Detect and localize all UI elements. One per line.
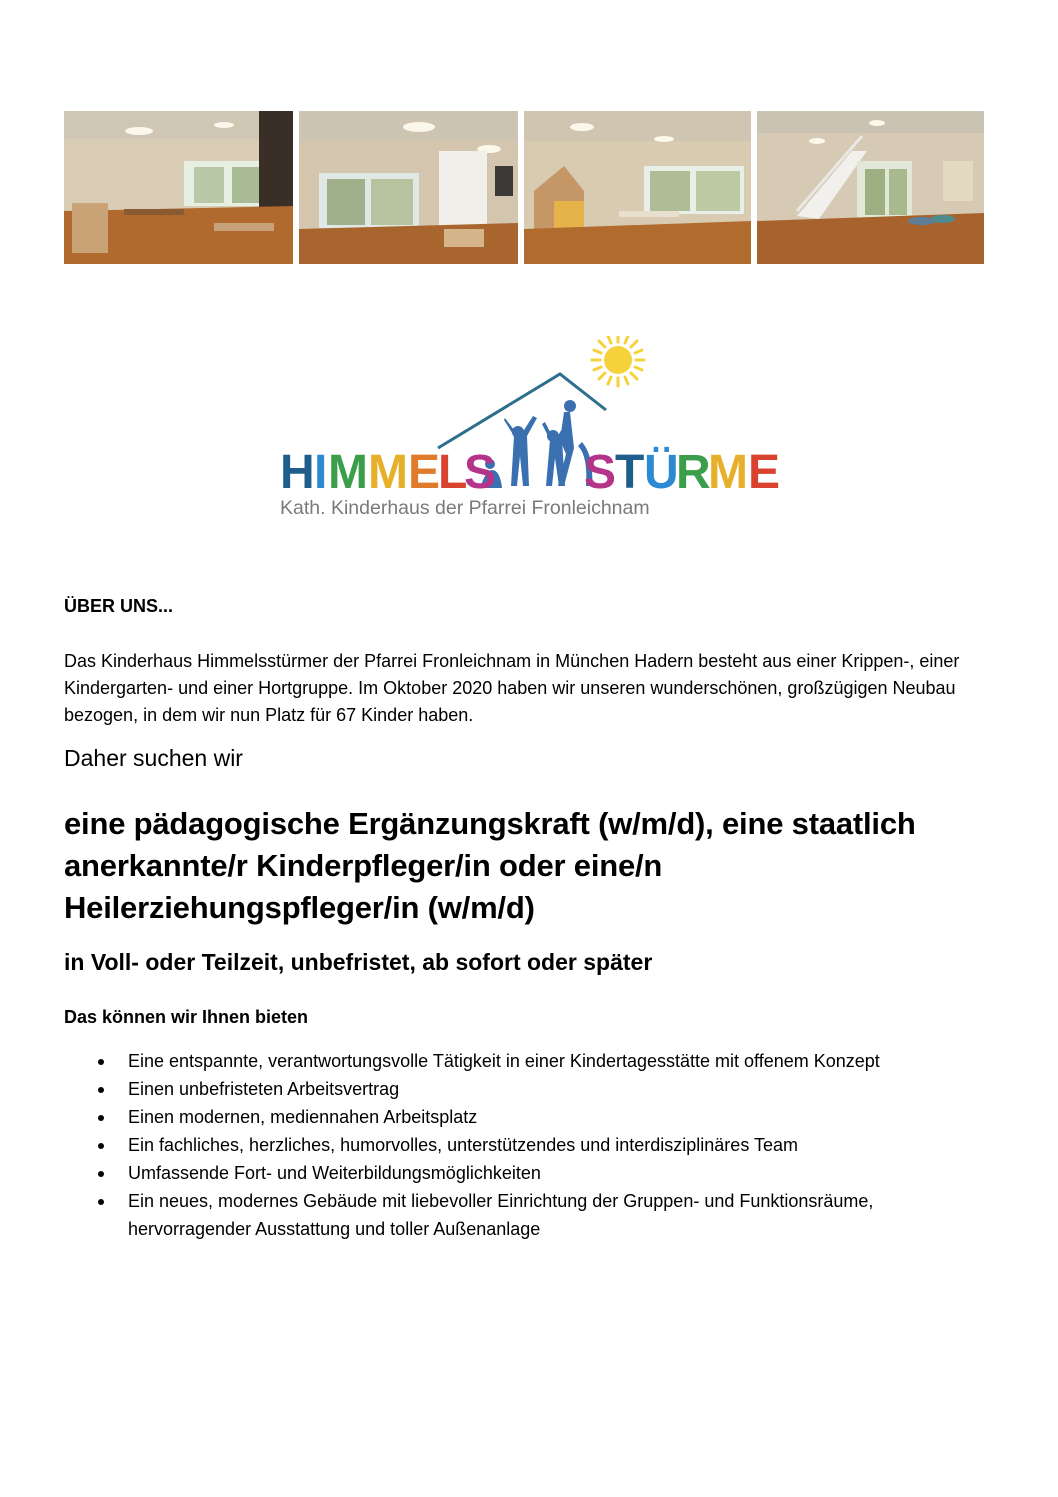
svg-text:Ü: Ü	[644, 446, 679, 499]
svg-text:M: M	[328, 446, 368, 499]
svg-text:T: T	[615, 446, 645, 499]
logo-subtitle: Kath. Kinderhaus der Pfarrei Fronleichnam	[280, 497, 650, 519]
list-item: Einen modernen, mediennahen Arbeitsplatz	[128, 1103, 984, 1131]
job-posting-content	[64, 594, 984, 1243]
kindergarten-room-photo-3	[524, 111, 751, 264]
svg-text:R: R	[676, 446, 711, 499]
bullet-icon	[98, 1199, 104, 1205]
kindergarten-room-photo-1	[64, 111, 293, 264]
sun-icon	[592, 336, 644, 386]
list-item: Eine entspannte, verantwortungsvolle Tätigkeit in einer Kindertagesstätte mit offenem Konzept	[128, 1047, 984, 1075]
svg-text:I: I	[314, 446, 328, 499]
about-text: Das Kinderhaus Himmelsstürmer der Pfarrei Fronleichnam in München Hadern besteht aus einer Krippen-, einer Kindergarten- und einer Hortgruppe. Im Oktober 2020 haben wir unseren wunderschönen, großzügigen Neubau bezogen, in dem wir nun Platz für 67 Kinder haben.	[64, 651, 960, 725]
kindergarten-room-photo-2	[299, 111, 518, 264]
bullet-icon	[98, 1087, 104, 1093]
list-item: Einen unbefristeten Arbeitsvertrag	[128, 1075, 984, 1103]
svg-text:M: M	[368, 446, 408, 499]
job-lead: Daher suchen wir	[64, 745, 243, 771]
about-heading: ÜBER UNS...	[64, 596, 174, 616]
offers-list	[64, 1047, 984, 1243]
list-item: Ein fachliches, herzliches, humorvolles, unterstützendes und interdisziplinäres Team	[128, 1131, 984, 1159]
svg-text:E: E	[748, 446, 781, 499]
job-title: eine pädagogische Ergänzungskraft (w/m/d), eine staatlich anerkannte/r Kinderpfleger/in oder eine/n Heilerziehungspfleger/in (w/m/d)	[64, 806, 916, 925]
svg-text:S: S	[584, 446, 617, 499]
bullet-icon	[98, 1115, 104, 1121]
job-subtitle: in Voll- oder Teilzeit, unbefristet, ab sofort oder später	[64, 949, 653, 975]
list-item: Ein neues, modernes Gebäude mit liebevoller Einrichtung der Gruppen- und Funktionsräume, hervorragender Ausstattung und toller Außenanlage	[128, 1187, 984, 1243]
offers-heading: Das können wir Ihnen bieten	[64, 1007, 309, 1027]
kindergarten-stairway-photo	[757, 111, 984, 264]
svg-text:E: E	[408, 446, 441, 499]
photo-strip	[64, 111, 984, 264]
bullet-icon	[98, 1171, 104, 1177]
svg-text:L: L	[438, 446, 468, 499]
svg-text:M: M	[708, 446, 748, 499]
bullet-icon	[98, 1143, 104, 1149]
list-item: Umfassende Fort- und Weiterbildungsmöglichkeiten	[128, 1159, 984, 1187]
bullet-icon	[98, 1059, 104, 1065]
himmelsstuermer-logo	[278, 336, 782, 522]
svg-text:S: S	[464, 446, 497, 499]
svg-text:H: H	[280, 446, 315, 499]
